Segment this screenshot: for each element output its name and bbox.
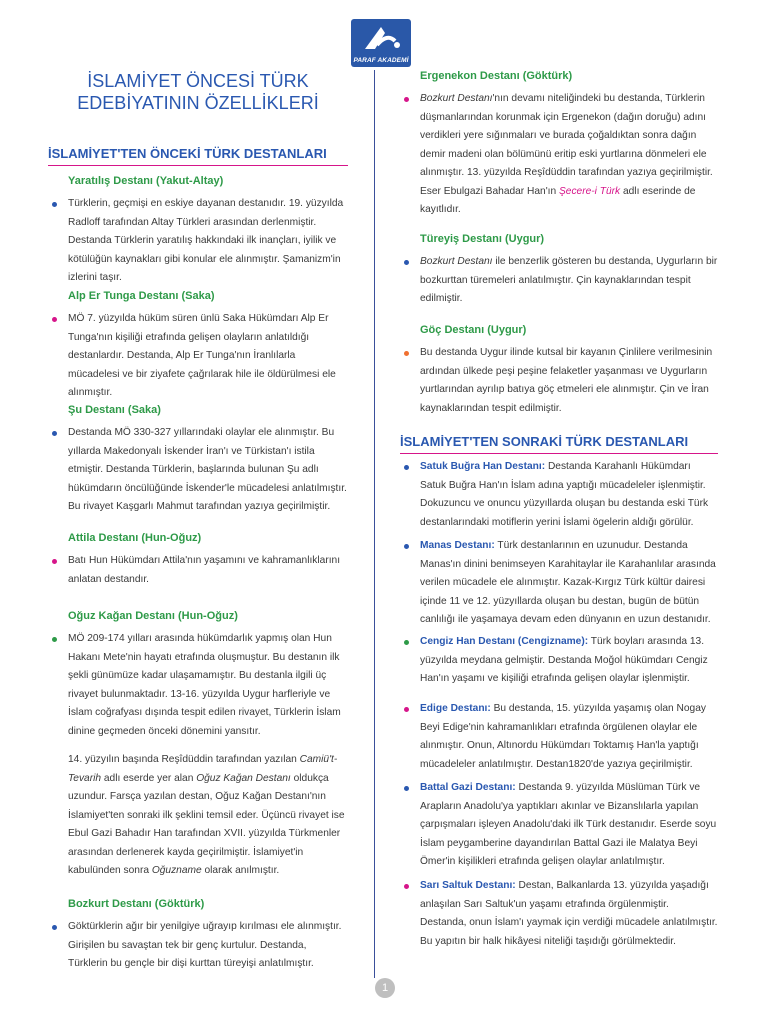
bullet-icon: [404, 786, 409, 791]
entry-title-ergenekon: Ergenekon Destanı (Göktürk): [420, 70, 573, 82]
list-item: Sarı Saltuk Destanı: Destan, Balkanlarda 13. yüzyılda yaşadığı anlaşılan Sarı Saltuk'un yaşamı etrafında örgülenmiştir. Destanda, onun İslam'ı yaymak için verdiği mücadele anlatılmıştır. Bu yapıtın bir halk hikâyesi niteliği taşıdığı görülmektedir.: [400, 877, 718, 951]
bullet-icon: [52, 637, 57, 642]
section-heading-pre-islamic: İSLAMİYET'TEN ÖNCEKİ TÜRK DESTANLARI: [48, 146, 348, 166]
entry-title-yaratilis: Yaratılış Destanı (Yakut-Altay): [68, 175, 224, 187]
bullet-icon: [52, 202, 57, 207]
logo-text: PARAF AKADEMİ: [353, 57, 409, 64]
bullet-icon: [404, 884, 409, 889]
list-item: Bozkurt Destanı ile benzerlik gösteren bu destanda, Uygurların bir bozkurttan türemeleri anlatılmıştır. Çin kaynaklarından tespit edilmiştir.: [400, 253, 718, 309]
bullet-icon: [52, 925, 57, 930]
entry-title-bozkurt: Bozkurt Destanı (Göktürk): [68, 898, 205, 910]
bullet-icon: [404, 351, 409, 356]
list-item: Edige Destanı: Bu destanda, 15. yüzyılda yaşamış olan Nogay Beyi Edige'nin kahramanlıkları etrafında örgülenen olaylar ele alınmıştır. Onun, Altınordu Hükümdarı Toktamış Han'la yaptığı mücadeleler anlatılmıştır. Destan1820'de yazıya geçirilmiştir.: [400, 700, 718, 774]
left-column: [48, 70, 348, 969]
entry-title-su: Şu Destanı (Saka): [68, 404, 161, 416]
list-item: Bozkurt Destanı'nın devamı niteliğindeki bu destanda, Türklerin düşmanlarından korunmak için Ergenekon (dağın doruğu) adını verdikleri yere sığınmaları ve burada çoğaldıktan sonra dağın demir madeni olan bölümünü eritip eski yurtlarına dönmeleri ele alınmıştır. 13. yüzyılda Reşîdüddin tarafından yazıya geçirilmiştir. Eser Ebulgazi Bahadar Han'ın Şecere-i Türk adlı eserinde de kayıtlıdır.: [400, 90, 718, 220]
entry-title-alp-er-tunga: Alp Er Tunga Destanı (Saka): [68, 290, 215, 302]
page-number: 1: [375, 978, 395, 998]
bullet-icon: [404, 544, 409, 549]
bullet-icon: [404, 465, 409, 470]
bullet-icon: [404, 640, 409, 645]
entry-title-oguz-kagan: Oğuz Kağan Destanı (Hun-Oğuz): [68, 610, 238, 622]
bullet-icon: [52, 317, 57, 322]
list-item: Cengiz Han Destanı (Cengizname): Türk boyları arasında 13. yüzyılda meydana gelmiştir. Destanda Moğol hükümdarı Cengiz Han'ın yaşamı ve kişiliği etrafında gelişen olaylar işlenmiştir.: [400, 633, 718, 689]
entry-title-tureyis: Türeyiş Destanı (Uygur): [420, 233, 545, 245]
bullet-icon: [404, 707, 409, 712]
entry-title-attila: Attila Destanı (Hun-Oğuz): [68, 532, 202, 544]
page-title: İSLAMİYET ÖNCESİ TÜRK EDEBİYATININ ÖZELLİKLERİ: [77, 71, 319, 113]
bullet-icon: [404, 260, 409, 265]
entry-title-goc: Göç Destanı (Uygur): [420, 324, 527, 336]
list-item: Manas Destanı: Türk destanlarının en uzunudur. Destanda Manas'ın dinini benimseyen Karahitaylar ile Karahanlılar arasında verilen mücadele ele alınmıştır. Kazak-Kırgız Türk kültür dairesi içinde 11 ve 12. yüzyıllarda oluşan bu destan, bugün de bütün canlılığı ile yaşamaya devam eden dünyanın en uzun destanıdır.: [400, 537, 718, 630]
bullet-icon: [404, 97, 409, 102]
bullet-icon: [52, 559, 57, 564]
paragraph: 14. yüzyılın başında Reşîdüddin tarafından yazılan Camiü't-Tevarih adlı eserde yer alan Oğuz Kağan Destanı oldukça uzundur. Farsça yazılan destan, Oğuz Kağan Destanı'nın İslamiyet'ten sonraki ilk şeklini temsil eder. Üçüncü rivayet ise Ebul Gazi Bahadır Han tarafından XVII. yüzyılda Türkmenler arasından derlenerek kayda geçirilmiştir. İslamiyet'in kabulünden sonra Oğuzname olarak anılmıştır.: [68, 754, 345, 876]
list-item: MÖ 209-174 yılları arasında hükümdarlık yapmış olan Hun Hakanı Mete'nin hayatı etrafında oluşmuştur. Bu destanın ilk şekli günümüze kadar ulaşamamıştır. Bu destanla ilgili üç rivayet bulunmaktadır. 13-16. yüzyılda Uygur harfleriyle ve İslam coğrafyası dışında tespit edilen rivayet, Türklerin İslam dinine geçmeden önceki dönemini yansıtır.: [48, 630, 348, 741]
list-item: Göktürklerin ağır bir yenilgiye uğrayıp kırılması ele alınmıştır. Girişilen bu savaştan tek bir genç kurtulur. Destanda, Türklerin bu gençle bir dişi kurttan türeyişi anlatılmıştır.: [48, 918, 348, 974]
list-item: Türklerin, geçmişi en eskiye dayanan destanıdır. 19. yüzyılda Radloff tarafından Altay Türkleri arasından derlenmiştir. Destanda Türklerin yaratılış hakkındaki ilk inançları, iyilik ve kötülüğün kaynakları gibi konular ele alınmıştır. Şamanizm'in izlerini taşır.: [48, 195, 348, 288]
list-item: Battal Gazi Destanı: Destanda 9. yüzyılda Müslüman Türk ve Arapların Anadolu'ya yaptıkları akınlar ve Bizanslılarla yapılan çarpışmaları işleyen Anadolu'daki ilk Türk destanıdır. Eserde soyu İslam peygamberine dayandırılan Battal Gazi ile Malatya Beyi Ömer'in kişilikleri etrafında gelişen olaylar anlatılmıştır.: [400, 779, 718, 872]
bullet-icon: [52, 431, 57, 436]
list-item: Satuk Buğra Han Destanı: Destanda Karahanlı Hükümdarı Satuk Buğra Han'ın İslam adına yaptığı mücadeleler işlenmiştir. Dokuzuncu ve onuncu yüzyıllarda oluşan bu destanda eski Türk destanlarındaki motiflerin yerini İslami ögelerin aldığı görülür.: [400, 458, 718, 532]
column-divider: [374, 70, 375, 978]
section-heading-post-islamic: İSLAMİYET'TEN SONRAKİ TÜRK DESTANLARI: [400, 434, 718, 454]
list-item: Bu destanda Uygur ilinde kutsal bir kayanın Çinlilere verilmesinin ardından ülkede peşi peşine felaketler yaşanması ve Uygurların yurtlarından ayrılıp batıya göç etmeleri ele alınmıştır. Çin ve İran kaynaklarından tespit edilmiştir.: [400, 344, 718, 418]
list-item: MÖ 7. yüzyılda hüküm süren ünlü Saka Hükümdarı Alp Er Tunga'nın kişiliği etrafında gelişen olayların anlatıldığı destanlardır. Destanda, Alp Er Tunga'nın İranlılarla mücadelesi ve bir ziyafete çağrılarak hile ile öldürülmesi ele alınmıştır.: [48, 310, 348, 403]
list-item: Batı Hun Hükümdarı Attila'nın yaşamını ve kahramanlıklarını anlatan destandır.: [48, 552, 348, 589]
list-item: Destanda MÖ 330-327 yıllarındaki olaylar ele alınmıştır. Bu yıllarda Makedonyalı İskender İran'ı ve Türkistan'ı istila etmiştir. Destanda Türklerin, başlarında bulunan Şu adlı hükümdarın öncülüğünde İskender'le mücadelesi anlatılmıştır. Bu rivayet Kaşgarlı Mahmut tarafından yazıya geçirilmiştir.: [48, 424, 348, 517]
paraf-akademi-logo: [351, 19, 411, 67]
logo-mark-icon: [351, 19, 411, 59]
